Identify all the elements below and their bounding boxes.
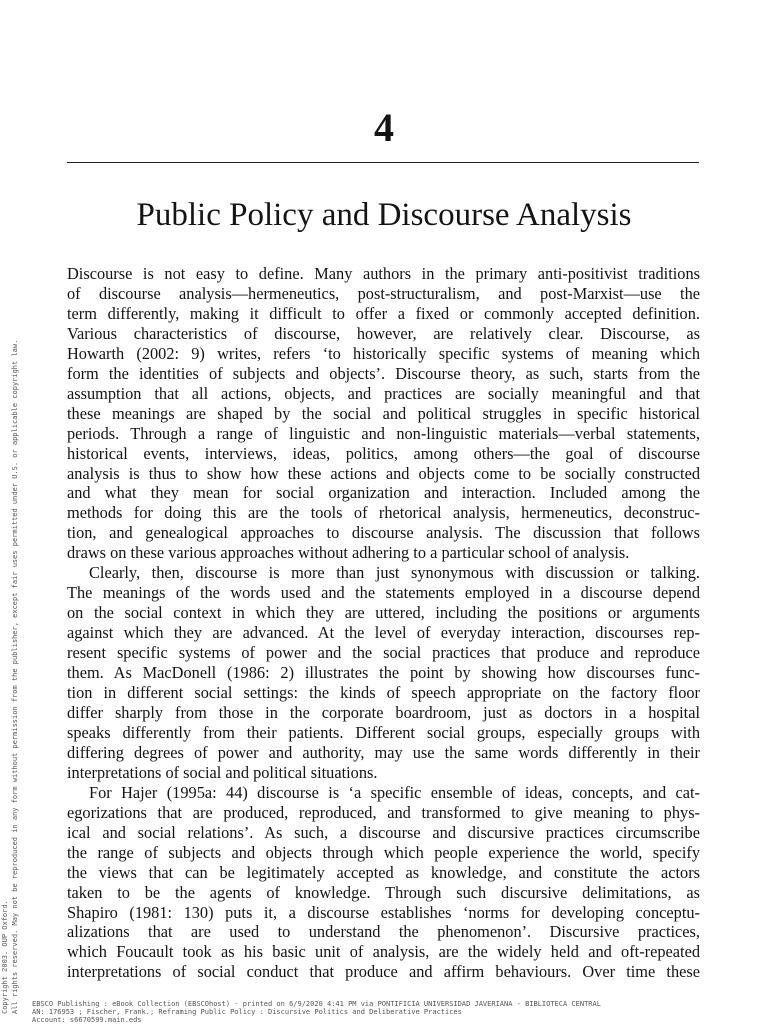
rights-line: All rights reserved. May not be reproduced in any form without permission from the publisher, except fair uses permitted under U.S. or applicable copyright law. (11, 339, 19, 1014)
text-line: For Hajer (1995a: 44) discourse is ‘a specific ensemble of ideas, concepts, and cat- (89, 782, 700, 802)
text-line: assumption that all actions, objects, and practices are socially meaningful and that (67, 383, 700, 403)
text-line: tion, and genealogical approaches to discourse analysis. The discussion that follows (67, 523, 700, 543)
text-line: and what they mean for social organization and interaction. Included among the (67, 483, 700, 503)
text-line: form the identities of subjects and objects’. Discourse theory, as such, starts from the (67, 363, 700, 383)
text-line: on the social context in which they are uttered, including the positions or arguments (67, 603, 700, 623)
text-line: tion in different social settings: the kinds of speech appropriate on the factory floor (67, 683, 700, 703)
text-line: Howarth (2002: 9) writes, refers ‘to historically specific systems of meaning which (67, 343, 700, 363)
text-line: Discourse is not easy to define. Many authors in the primary anti-positivist traditions (67, 264, 700, 283)
text-line: periods. Through a range of linguistic and non-linguistic materials—verbal statements, (67, 423, 700, 443)
chapter-title: Public Policy and Discourse Analysis (136, 197, 632, 233)
body-text (67, 264, 700, 982)
text-line: historical events, interviews, ideas, politics, among others—the goal of discourse (67, 443, 700, 463)
text-line: the views that can be legitimately accepted as knowledge, and constitute the actors (67, 862, 700, 882)
chapter-rule-divider (67, 162, 699, 163)
footer-line: AN: 176953 ; Fischer, Frank.; Reframing Public Policy : Discursive Politics and Deliberative Practices (32, 1008, 462, 1016)
print-footer (32, 1000, 601, 1024)
text-line: differing degrees of power and authority, may use the same words differently in their (67, 742, 700, 762)
text-line: term differently, making it difficult to offer a fixed or commonly accepted definition. (67, 303, 700, 323)
text-line: Various characteristics of discourse, however, are relatively clear. Discourse, as (67, 323, 700, 343)
text-line: methods for doing this are the tools of rhetorical analysis, hermeneutics, deconstruc- (67, 503, 700, 523)
text-line: alizations that are used to understand the phenomenon’. Discursive practices, (67, 922, 700, 942)
copyright-line: Copyright 2003. OUP Oxford. (1, 900, 9, 1014)
text-line: draws on these various approaches without adhering to a particular school of analysis. (67, 543, 630, 563)
text-line: interpretations of social and political situations. (67, 762, 378, 782)
text-line: egorizations that are produced, reproduced, and transformed to give meaning to phys- (67, 802, 700, 822)
text-line: which Foucault took as his basic unit of analysis, are the widely held and oft-repeated (67, 942, 700, 962)
text-line: taken to be the agents of knowledge. Through such discursive delimitations, as (67, 882, 700, 902)
text-line: Shapiro (1981: 130) puts it, a discourse establishes ‘norms for developing conceptu- (67, 902, 700, 922)
text-line: ical and social relations’. As such, a discourse and discursive practices circumscribe (67, 822, 700, 842)
text-line: The meanings of the words used and the statements employed in a discourse depend (67, 583, 700, 603)
text-line: analysis is thus to show how these actions and objects come to be socially constructed (67, 463, 700, 483)
text-line: them. As MacDonell (1986: 2) illustrates the point by showing how discourses func- (67, 663, 700, 683)
text-line: speaks differently from their patients. Different social groups, especially groups with (67, 722, 700, 742)
text-line: Clearly, then, discourse is more than just synonymous with discussion or talking. (89, 563, 700, 583)
text-line: resent specific systems of power and the social practices that produce and reproduce (67, 643, 700, 663)
text-line: differ sharply from those in the corporate boardroom, just as doctors in a hospital (67, 702, 700, 722)
text-line: the range of subjects and objects through which people experience the world, specify (67, 842, 700, 862)
footer-line: EBSCO Publishing : eBook Collection (EBSCOhost) - printed on 6/9/2020 4:41 PM via PONTIFICIA UNIVERSIDAD JAVERIANA - BIBLIOTECA CENTRAL (32, 1000, 601, 1008)
chapter-number: 4 (374, 105, 394, 150)
footer-line: Account: s6670599.main.eds (32, 1016, 142, 1024)
text-line: these meanings are shaped by the social and political struggles in specific historical (67, 403, 700, 423)
copyright-notice (0, 18, 20, 1024)
text-line: against which they are advanced. At the level of everyday interaction, discourses rep- (67, 623, 700, 643)
text-line: of discourse analysis—hermeneutics, post-structuralism, and post-Marxist—use the (67, 283, 700, 303)
text-line: interpretations of social conduct that produce and affirm behaviours. Over time these (67, 962, 700, 982)
